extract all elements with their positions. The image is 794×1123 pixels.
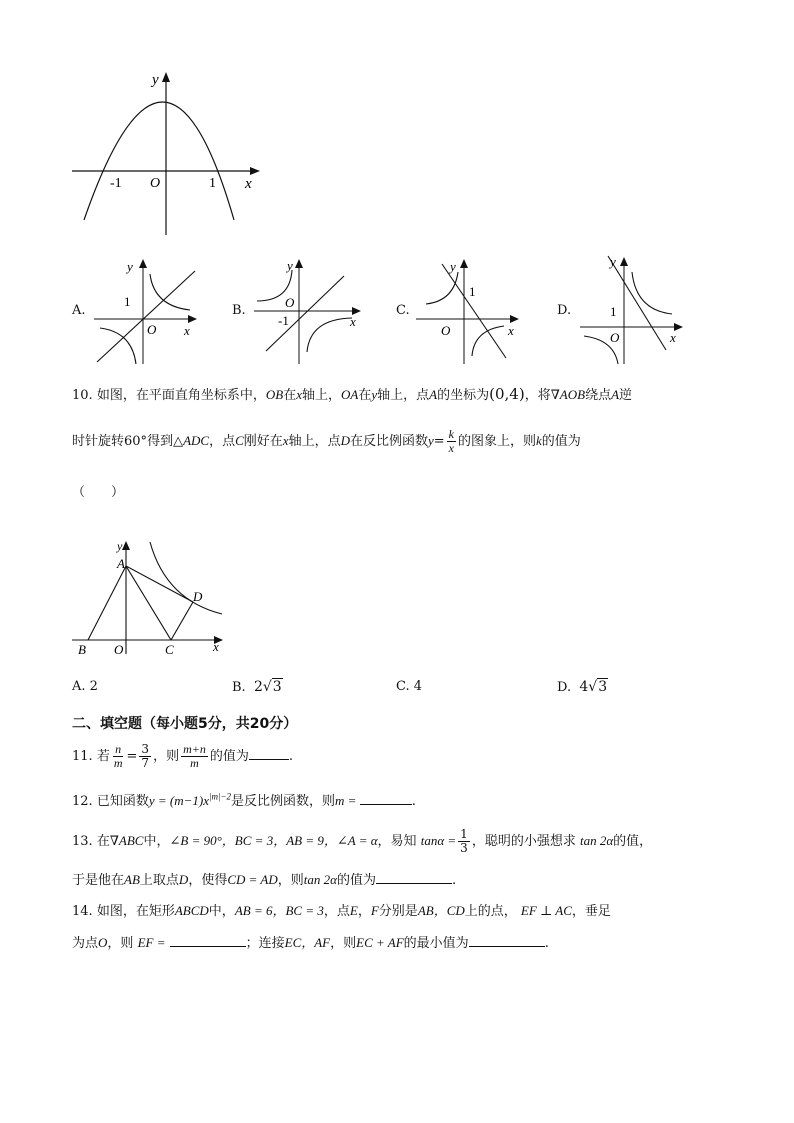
answer-blank[interactable] [249,747,289,760]
answer-blank[interactable] [376,871,452,884]
svg-text:x: x [213,639,219,654]
parabola-curve [84,102,234,220]
svg-text:y: y [117,539,123,553]
segment-AB [88,566,126,640]
q10-option-c: C. 4 [396,679,423,694]
y-axis-arrow [162,72,170,82]
x-label: x [245,176,252,192]
parabola-figure [70,70,270,240]
svg-text:A: A [117,556,125,571]
option-b-letter: B. [232,303,246,318]
q14-line1: 14. 如图，在矩形ABCD中，AB = 6，BC = 3，点E，F分别是AB，CD上的点， EF ⊥ AC，垂足 [72,903,611,919]
tick-neg-one: -1 [110,176,122,191]
q10-option-a: A. 2 [72,679,98,694]
q13-line2: 于是他在AB上取点D，使得CD = AD，则tan 2α的值为 . [72,872,457,888]
svg-text:O: O [114,642,124,657]
q10-option-d: D. 4√3 [557,679,608,695]
svg-text:1: 1 [124,294,131,309]
svg-text:O: O [285,295,295,310]
option-c-graph [414,256,529,366]
y-label: y [152,72,159,88]
option-c-letter: C. [396,303,410,318]
segment-AD [126,566,193,602]
svg-text:x: x [350,314,356,329]
option-a-graph [92,256,202,366]
svg-text:x: x [670,330,676,345]
svg-text:O: O [610,330,620,345]
answer-blank[interactable] [360,792,412,805]
q12: 12. 已知函数$y = (m-1)x^{|m|-2}$是反比例函数，则m = . [72,791,416,809]
option-b-graph [252,256,367,366]
hyperbola-curve [150,542,222,614]
section-heading: 二、填空题（每小题5分，共20分） [72,716,298,732]
svg-text:y: y [127,259,133,274]
segment-AC [126,566,171,640]
origin-label: O [150,176,161,191]
q11: 11. 若 $\frac{n}{m}$ = $\frac{3}{7}$ ，则 $\frac{m+n}{m}$ 的值为 . [72,742,293,770]
svg-text:O: O [147,322,157,337]
option-a-letter: A. [72,303,86,318]
q10-line1: 10. 如图，在平面直角坐标系中，OB在x轴上，OA在y轴上，点A的坐标为(0,4)，将∇AOB绕点A逆 [72,385,633,403]
svg-text:B: B [78,642,86,657]
svg-text:y: y [610,254,616,269]
q10-answer-paren: （ ） [72,485,125,500]
svg-text:y: y [287,258,293,273]
q13-line1: 13. 在∇ABC中，∠B = 90°，BC = 3，AB = 9，∠A = α，易知 tanα = $\frac{1}{3}$ ，聪明的小强想求 tan 2α的值， [72,827,653,855]
svg-text:O: O [441,323,451,338]
q10-line2: 时针旋转60°得到△ADC，点C刚好在x轴上，点D在反比例函数y= $\frac{k}{x}$ 的图象上，则k的值为 [72,427,581,455]
svg-text:C: C [165,642,174,657]
option-d-graph [578,252,693,366]
svg-text:x: x [184,323,190,338]
q14-line2: 为点O，则 EF = ；连接EC，AF，则EC + AF的最小值为 . [72,935,549,951]
answer-blank[interactable] [469,934,545,947]
svg-text:-1: -1 [278,313,289,328]
q10-option-b: B. 2√3 [232,679,282,695]
svg-text:1: 1 [610,304,617,319]
svg-text:y: y [450,259,456,274]
segment-DC [171,602,193,640]
svg-text:1: 1 [469,284,476,299]
q10-figure [70,536,230,661]
svg-text:x: x [508,323,514,338]
tick-one: 1 [209,176,216,191]
option-d-letter: D. [557,303,572,318]
answer-blank[interactable] [170,934,246,947]
x-axis-arrow [250,167,260,175]
svg-text:D: D [193,589,203,604]
